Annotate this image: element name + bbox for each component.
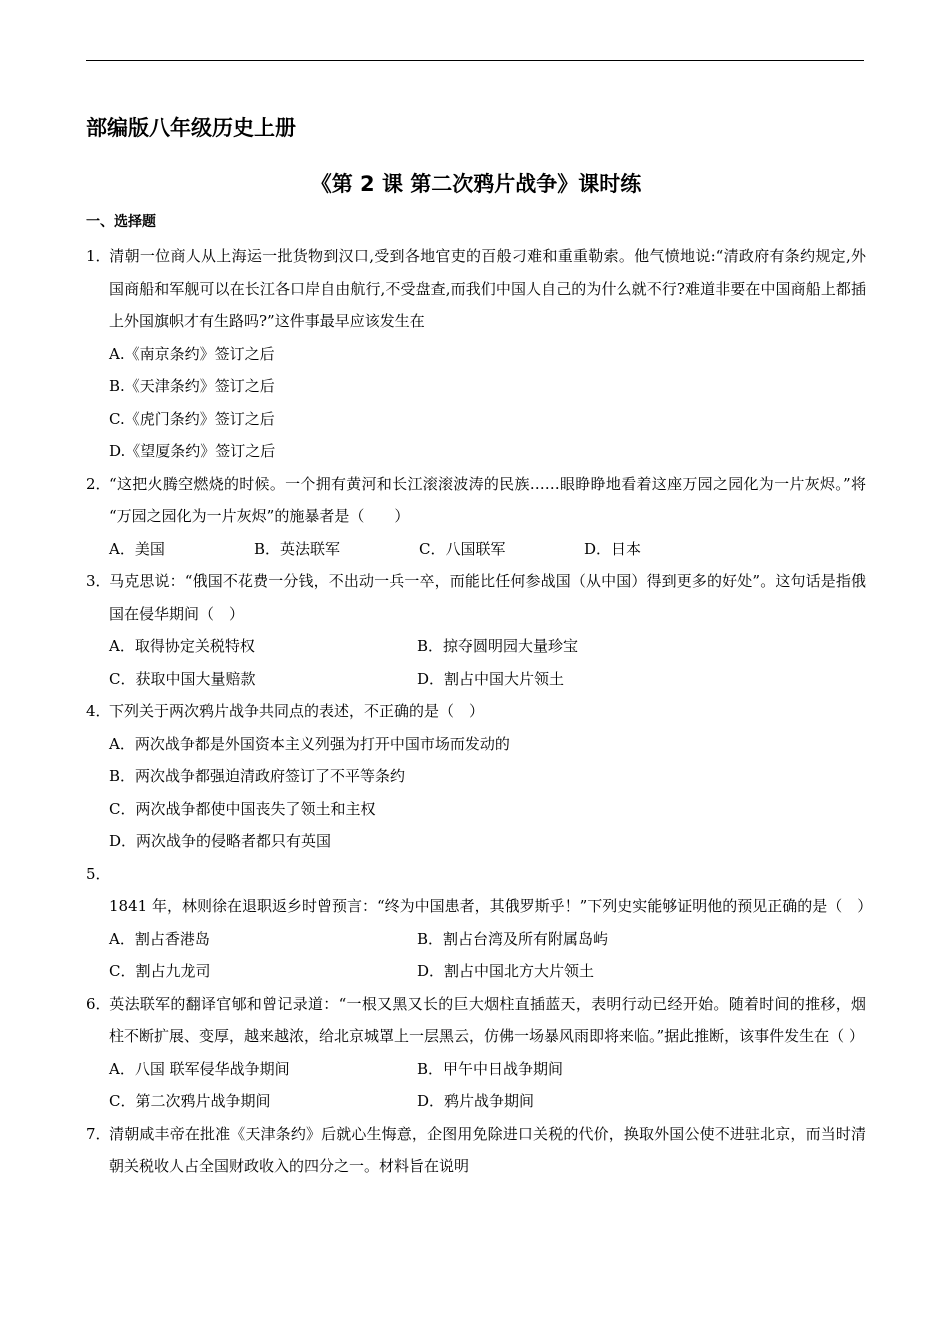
option-c[interactable]: C．割占九龙司 xyxy=(109,962,211,980)
question-1 xyxy=(86,240,866,468)
question-3 xyxy=(86,565,866,695)
question-number: 5． xyxy=(86,864,111,883)
option-list xyxy=(86,728,866,858)
worksheet xyxy=(86,112,873,1183)
question-number: 7． xyxy=(86,1124,111,1143)
option-c[interactable]: C.《虎门条约》签订之后 xyxy=(109,409,275,428)
option-d[interactable]: D．割占中国大片领土 xyxy=(417,669,565,688)
option-list xyxy=(86,1053,866,1118)
question-number: 6． xyxy=(86,994,111,1013)
header-rule xyxy=(86,60,864,61)
option-a[interactable]: A．八国 联军侵华战争期间 xyxy=(109,1059,290,1078)
option-a[interactable]: A．割占香港岛 xyxy=(109,929,210,948)
question-text: 英法联军的翻译官郇和曾记录道：“一根又黑又长的巨大烟柱直插蓝天，表明行动已经开始。随着时间的推移，烟柱不断扩展、变厚，越来越浓，给北京城罩上一层黑云，仿佛一场暴风雨即将来临。”据此推断，该事件发生在（ ） xyxy=(109,994,866,1045)
question-stem xyxy=(86,468,866,533)
option-b[interactable]: B.《天津条约》签订之后 xyxy=(109,377,275,395)
section-heading: 一、选择题 xyxy=(86,214,156,230)
option-d[interactable]: D．两次战争的侵略者都只有英国 xyxy=(109,832,332,850)
option-c[interactable]: C．八国联军 xyxy=(419,539,506,558)
question-text: 1841 年，林则徐在退职返乡时曾预言：“终为中国患者，其俄罗斯乎！”下列史实能够证明他的预见正确的是（ ） xyxy=(109,897,873,915)
option-list xyxy=(86,533,866,566)
option-a[interactable]: A．取得协定关税特权 xyxy=(109,637,255,655)
question-stem xyxy=(86,1118,866,1183)
question-number: 3． xyxy=(86,572,111,590)
question-number: 1． xyxy=(86,247,111,265)
option-a[interactable]: A.《南京条约》签订之后 xyxy=(109,344,275,363)
option-b[interactable]: B．甲午中日战争期间 xyxy=(417,1059,564,1078)
option-list xyxy=(86,630,866,695)
option-b[interactable]: B．掠夺圆明园大量珍宝 xyxy=(417,637,579,655)
option-c[interactable]: C．获取中国大量赔款 xyxy=(109,669,256,688)
question-stem xyxy=(86,565,866,630)
option-a[interactable]: A．美国 xyxy=(109,539,165,558)
option-list xyxy=(86,923,866,988)
option-d[interactable]: D.《望厦条约》签订之后 xyxy=(109,442,276,460)
question-7 xyxy=(86,1118,866,1183)
option-d[interactable]: D．日本 xyxy=(584,539,642,558)
option-b[interactable]: B．英法联军 xyxy=(254,539,341,558)
question-stem xyxy=(86,988,866,1053)
question-2 xyxy=(86,468,866,566)
question-text: 马克思说：“俄国不花费一分钱，不出动一兵一卒，而能比任何参战国（从中国）得到更多的好处”。这句话是指俄国在侵华期间（ ） xyxy=(109,572,866,623)
question-text: “这把火腾空燃烧的时候。一个拥有黄河和长江滚滚波涛的民族……眼睁睁地看着这座万园之园化为一片灰烬。”将 “万园之园化为一片灰烬”的施暴者是（ ） xyxy=(109,474,866,525)
option-b[interactable]: B．割占台湾及所有附属岛屿 xyxy=(417,929,609,948)
option-d[interactable]: D．鸦片战争期间 xyxy=(417,1092,535,1110)
question-number: 4． xyxy=(86,702,111,720)
lesson-title: 《第 2 课 第二次鸦片战争》课时练 xyxy=(310,172,642,196)
question-text: 清朝一位商人从上海运一批货物到汉口,受到各地官吏的百般刁难和重重勒索。他气愤地说:“清政府有条约规定,外国商船和军舰可以在长江各口岸自由航行,不受盘查,而我们中国人自己的为什么就不行?难道非要在中国商船上都插上外国旗帜才有生路吗?”这件事最早应该发生在 xyxy=(109,247,866,330)
question-text: 清朝咸丰帝在批准《天津条约》后就心生悔意，企图用免除进口关税的代价，换取外国公使不进驻北京，而当时清朝关税收人占全国财政收入的四分之一。材料旨在说明 xyxy=(109,1124,866,1175)
question-number: 2． xyxy=(86,474,111,493)
option-d[interactable]: D．割占中国北方大片领土 xyxy=(417,962,595,980)
option-c[interactable]: C．第二次鸦片战争期间 xyxy=(109,1092,271,1110)
option-c[interactable]: C．两次战争都使中国丧失了领土和主权 xyxy=(109,799,376,818)
option-list xyxy=(86,338,866,468)
question-stem xyxy=(86,240,866,338)
option-a[interactable]: A．两次战争都是外国资本主义列强为打开中国市场而发动的 xyxy=(109,734,510,753)
question-list xyxy=(86,240,873,1183)
question-stem xyxy=(86,858,873,923)
question-6 xyxy=(86,988,866,1118)
option-b[interactable]: B．两次战争都强迫清政府签订了不平等条约 xyxy=(109,767,406,785)
document-title: 部编版八年级历史上册 xyxy=(86,116,296,140)
question-stem xyxy=(86,695,866,728)
question-text: 下列关于两次鸦片战争共同点的表述，不正确的是（ ） xyxy=(109,702,485,720)
question-4 xyxy=(86,695,866,858)
question-5 xyxy=(86,858,873,988)
